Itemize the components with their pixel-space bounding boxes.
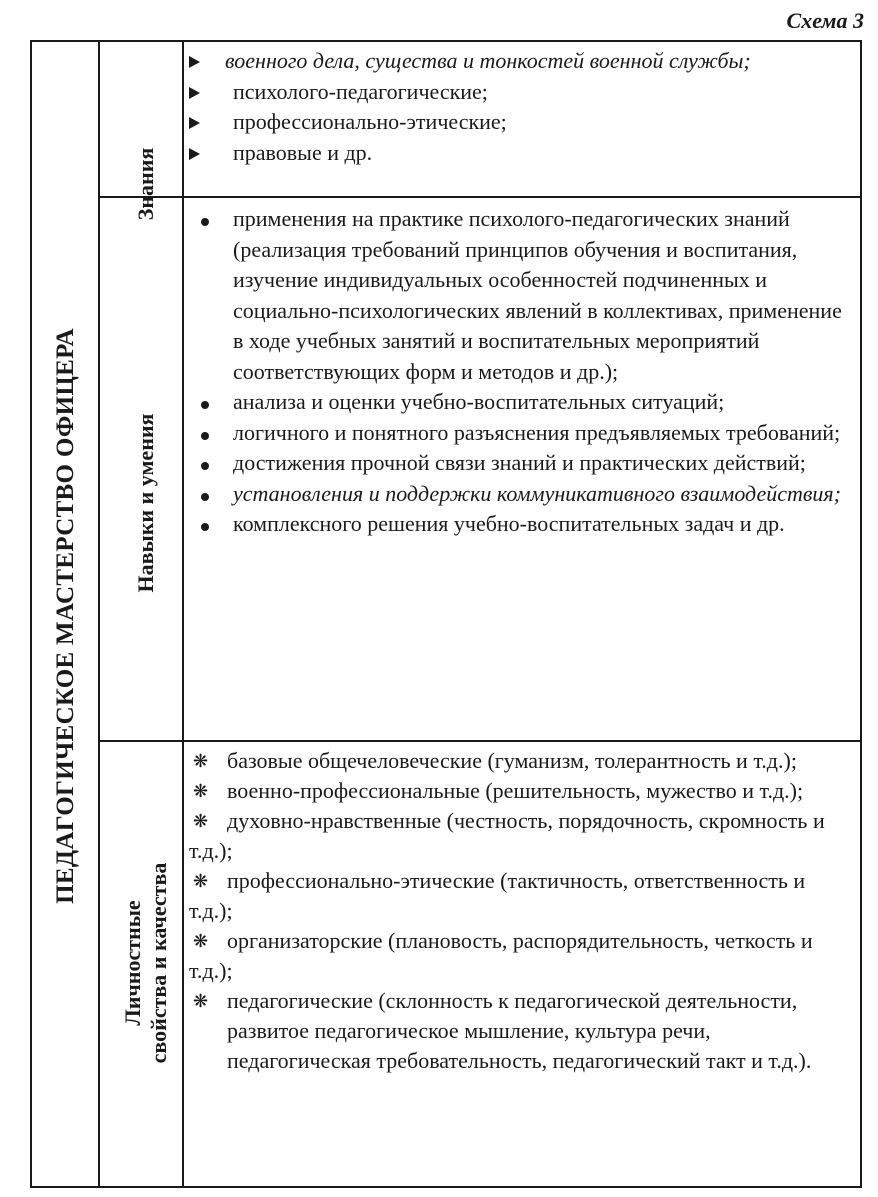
- asterisk-bullet-icon: ❋: [193, 811, 209, 831]
- scheme-caption: Схема 3: [786, 8, 864, 33]
- section-label-knowledge: Знания: [133, 147, 158, 221]
- section-label-qualities-line1: Личностные: [120, 900, 145, 1026]
- list-item-text: педагогические (склонность к педагогической деятельности, развитое педагогическое мышление, культура речи, педагогическая требовательность, педагогический такт и т.д.).: [227, 988, 812, 1073]
- asterisk-bullet-icon: ❋: [193, 781, 209, 801]
- list-item: [189, 806, 852, 866]
- list-item-text: [189, 806, 852, 866]
- list-item-text: [189, 776, 852, 806]
- dot-bullet-icon: [201, 509, 209, 540]
- list-item-text: [189, 866, 852, 926]
- dot-bullet-icon: [201, 479, 209, 510]
- list-item: [189, 866, 852, 926]
- main-title: ПЕДАГОГИЧЕСКОЕ МАСТЕРСТВО ОФИЦЕРА: [52, 328, 79, 904]
- column-divider: [98, 42, 100, 1186]
- section-label-qualities: [120, 863, 172, 1064]
- section-label-skills: Навыки и умения: [133, 413, 158, 593]
- list-item: [189, 77, 852, 108]
- dot-bullet-icon: [201, 448, 209, 479]
- triangle-bullet-icon: [189, 46, 200, 77]
- skills-list: [189, 204, 852, 540]
- list-item-text: профессионально-этические;: [233, 109, 507, 134]
- list-item-text: анализа и оценки учебно-воспитательных ситуаций;: [233, 389, 725, 414]
- list-item-text: военного дела, существа и тонкостей военной службы;: [225, 48, 751, 73]
- list-item-text: комплексного решения учебно-воспитательных задач и др.: [233, 511, 785, 536]
- list-item-text: [189, 926, 852, 986]
- asterisk-bullet-icon: ❋: [193, 751, 209, 771]
- knowledge-list: [189, 46, 852, 168]
- qualities-list: [189, 746, 852, 1076]
- list-item-content: военно-профессиональные (решительность, мужество и т.д.);: [227, 778, 804, 803]
- list-item-content: духовно-нравственные (честность, порядочность, скромность и т.д.);: [189, 808, 825, 863]
- list-item-text: правовые и др.: [233, 139, 373, 165]
- list-item-text: [189, 746, 852, 776]
- triangle-bullet-icon: [189, 138, 200, 169]
- list-item: [189, 448, 852, 479]
- list-item-text: психолого-педагогические;: [233, 78, 488, 104]
- list-item-text: применения на практике психолого-педагогических знаний (реализация требований принципов обучения и воспитания, изучение индивидуальных особенностей подчиненных и социально-психологических явлений в коллективах, применение в ходе учебных занятий и воспитательных мероприятий соответствующих форм и методов и др.);: [233, 206, 842, 384]
- list-item: [189, 776, 852, 806]
- row-divider: [98, 196, 860, 198]
- dot-bullet-icon: [201, 418, 209, 449]
- list-item: [189, 509, 852, 540]
- asterisk-bullet-icon: ❋: [193, 871, 209, 891]
- list-item: [189, 387, 852, 418]
- list-item: [189, 107, 852, 138]
- list-item-content: базовые общечеловеческие (гуманизм, толерантность и т.д.);: [227, 748, 797, 773]
- asterisk-bullet-icon: ❋: [193, 991, 209, 1011]
- list-item-text: логичного и понятного разъяснения предъявляемых требований;: [233, 419, 841, 445]
- list-item-content: профессионально-этические (тактичность, ответственность и т.д.);: [189, 868, 806, 923]
- list-item: [189, 986, 852, 1076]
- list-item: [189, 138, 852, 169]
- list-item: [189, 746, 852, 776]
- list-item-text: достижения прочной связи знаний и практических действий;: [233, 450, 806, 475]
- row-divider: [98, 740, 860, 742]
- list-item-text: установления и поддержки коммуникативного взаимодействия;: [233, 480, 841, 506]
- asterisk-bullet-icon: ❋: [193, 931, 209, 951]
- column-divider: [182, 42, 184, 1186]
- list-item: [189, 926, 852, 986]
- list-item: [189, 418, 852, 449]
- list-item: [189, 479, 852, 510]
- dot-bullet-icon: [201, 387, 209, 418]
- triangle-bullet-icon: [189, 77, 200, 108]
- list-item: [189, 46, 852, 77]
- triangle-bullet-icon: [189, 107, 200, 138]
- list-item: [189, 204, 852, 387]
- list-item-content: организаторские (плановость, распорядительность, четкость и т.д.);: [189, 928, 813, 983]
- dot-bullet-icon: [201, 204, 209, 235]
- scheme-table: [30, 40, 862, 1188]
- section-label-qualities-line2: свойства и качества: [146, 862, 171, 1064]
